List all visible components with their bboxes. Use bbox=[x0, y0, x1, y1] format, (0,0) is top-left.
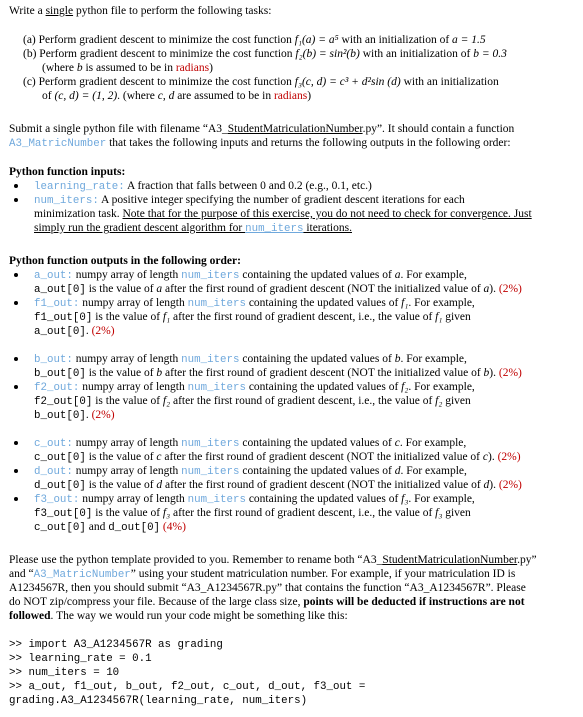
bullet-icon bbox=[14, 357, 18, 361]
output-b-out-line2: b_out[0] is the value of b after the first round of gradient descent (NOT the initialized value of b). (2%) bbox=[34, 367, 522, 380]
output-d-out: d_out: numpy array of length num_iters containing the updated values of d. For example, bbox=[34, 465, 467, 478]
task-c: (c) Perform gradient descent to minimize the cost function f₃(c, d) = c³ + d²sin (d) with an initialization bbox=[23, 76, 499, 88]
input-num-iters: num_iters: A positive integer specifying the number of gradient descent iterations for each bbox=[34, 194, 465, 207]
note-line-1: Please use the python template provided to you. Remember to rename both “A3_StudentMatriculationNumber.py” bbox=[9, 554, 537, 566]
output-f3-out: f3_out: numpy array of length num_iters containing the updated values of f₃. For example, bbox=[34, 493, 475, 506]
input-learning-rate: learning_rate: A fraction that falls between 0 and 0.2 (e.g., 0.1, etc.) bbox=[34, 180, 372, 193]
output-f1-out: f1_out: numpy array of length num_iters containing the updated values of f₁. For example, bbox=[34, 297, 475, 310]
output-c-out-line2: c_out[0] is the value of c after the first round of gradient descent (NOT the initialized value of c). (2%) bbox=[34, 451, 521, 464]
input-num-iters-line3: simply run the gradient descent algorithm for num_iters iterations. bbox=[34, 222, 352, 235]
instruction-line: Write a single python file to perform the following tasks: bbox=[9, 5, 272, 17]
output-b-out: b_out: numpy array of length num_iters containing the updated values of b. For example, bbox=[34, 353, 467, 366]
output-c-out: c_out: numpy array of length num_iters containing the updated values of c. For example, bbox=[34, 437, 467, 450]
bullet-icon bbox=[14, 497, 18, 501]
output-f3-out-line2: f3_out[0] is the value of f₃ after the first round of gradient descent, i.e., the value of f₃ given bbox=[34, 507, 471, 520]
outputs-heading: Python function outputs in the following order: bbox=[9, 255, 241, 267]
task-b-note: (where b is assumed to be in radians) bbox=[42, 62, 213, 74]
bullet-icon bbox=[14, 198, 18, 202]
note-line-2: and “A3_MatricNumber” using your student matriculation number. For example, if your matriculation ID is bbox=[9, 568, 516, 581]
bullet-icon bbox=[14, 184, 18, 188]
code-line: >> num_iters = 10 bbox=[9, 667, 120, 679]
output-f1-out-line3: a_out[0]. (2%) bbox=[34, 325, 115, 338]
code-line: >> a_out, f1_out, b_out, f2_out, c_out, d_out, f3_out = bbox=[9, 681, 366, 693]
output-a-out: a_out: numpy array of length num_iters containing the updated values of a. For example, bbox=[34, 269, 467, 282]
output-d-out-line2: d_out[0] is the value of d after the first round of gradient descent (NOT the initialized value of d). (2%) bbox=[34, 479, 522, 492]
bullet-icon bbox=[14, 441, 18, 445]
output-f2-out-line2: f2_out[0] is the value of f₂ after the first round of gradient descent, i.e., the value of f₂ given bbox=[34, 395, 471, 408]
submit-line-2: A3_MatricNumber that takes the following inputs and returns the following outputs in the following order: bbox=[9, 137, 511, 150]
task-c-note: of (c, d) = (1, 2). (where c, d are assumed to be in radians) bbox=[42, 90, 312, 102]
code-line: >> import A3_A1234567R as grading bbox=[9, 639, 223, 651]
bullet-icon bbox=[14, 385, 18, 389]
task-b: (b) Perform gradient descent to minimize the cost function f₂(b) = sin²(b) with an initialization of b = 0.3 bbox=[23, 48, 507, 60]
input-num-iters-line2: minimization task. Note that for the purpose of this exercise, you do not need to check for convergence. Just bbox=[34, 208, 532, 220]
inputs-heading: Python function inputs: bbox=[9, 166, 126, 178]
code-line: grading.A3_A1234567R(learning_rate, num_iters) bbox=[9, 695, 308, 707]
note-line-5: followed. The way we would run your code might be something like this: bbox=[9, 610, 348, 622]
note-line-3: A1234567R, then you should submit “A3_A1234567R.py” that contains the function “A3_A1234567R”. Please bbox=[9, 582, 526, 594]
output-f1-out-line2: f1_out[0] is the value of f₁ after the first round of gradient descent, i.e., the value of f₁ given bbox=[34, 311, 471, 324]
code-line: >> learning_rate = 0.1 bbox=[9, 653, 152, 665]
output-f2-out-line3: b_out[0]. (2%) bbox=[34, 409, 115, 422]
output-a-out-line2: a_out[0] is the value of a after the first round of gradient descent (NOT the initialized value of a). (2%) bbox=[34, 283, 522, 296]
submit-line-1: Submit a single python file with filename “A3_StudentMatriculationNumber.py”. It should contain a function bbox=[9, 123, 515, 135]
note-line-4: do NOT zip/compress your file. Because of the large class size, points will be deducted if instructions are not bbox=[9, 596, 525, 608]
task-a: (a) Perform gradient descent to minimize the cost function f₁(a) = a⁵ with an initialization of a = 1.5 bbox=[23, 34, 486, 46]
bullet-icon bbox=[14, 273, 18, 277]
output-f2-out: f2_out: numpy array of length num_iters containing the updated values of f₂. For example, bbox=[34, 381, 475, 394]
bullet-icon bbox=[14, 469, 18, 473]
bullet-icon bbox=[14, 301, 18, 305]
output-f3-out-line3: c_out[0] and d_out[0] (4%) bbox=[34, 521, 186, 534]
